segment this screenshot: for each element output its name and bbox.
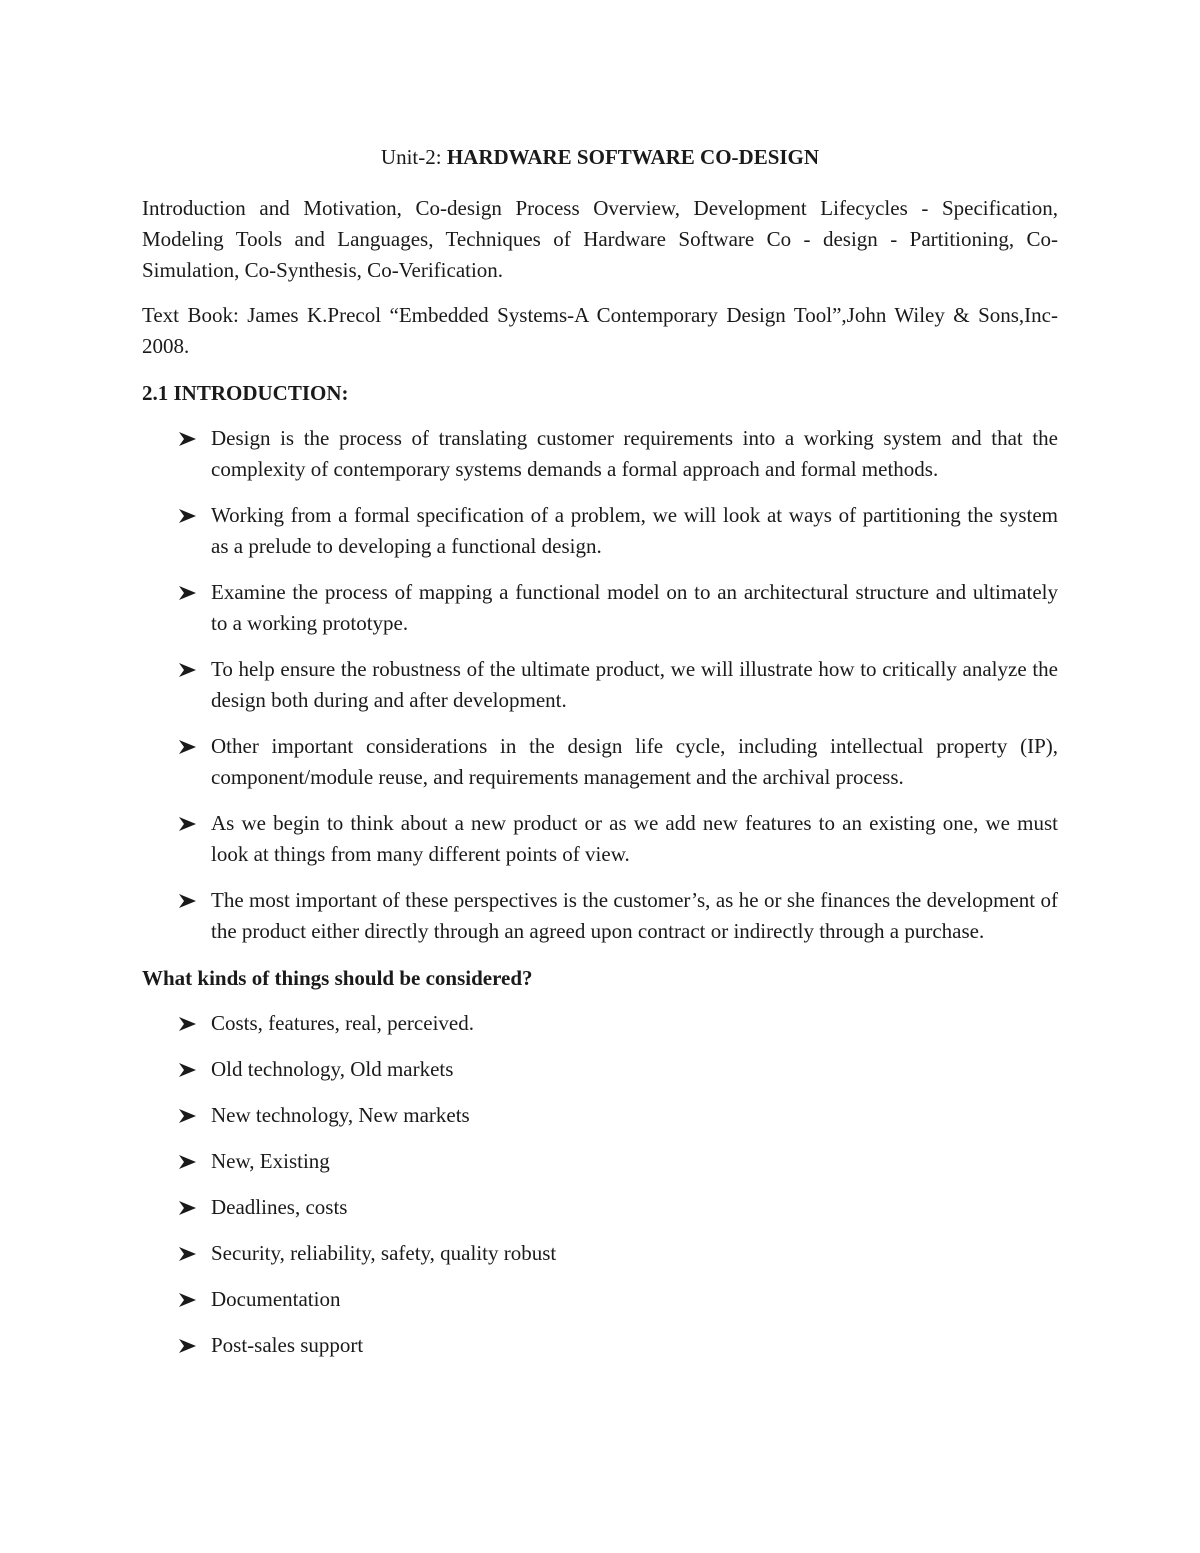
- arrowhead-bullet-icon: [177, 577, 199, 608]
- arrowhead-bullet-icon: [177, 1100, 199, 1131]
- consider-bullet-list: [142, 1008, 1058, 1361]
- list-item-text: Other important considerations in the design life cycle, including intellectual property (IP), component/module reuse, and requirements management and the archival process.: [211, 734, 1058, 789]
- intro-bullet-list: [142, 423, 1058, 947]
- list-item: [142, 1192, 1058, 1223]
- arrowhead-bullet-icon: [177, 1054, 199, 1085]
- list-item-text: Working from a formal specification of a problem, we will look at ways of partitioning the system as a prelude to developing a functional design.: [211, 503, 1058, 558]
- list-item-text: As we begin to think about a new product or as we add new features to an existing one, we must look at things from many different points of view.: [211, 811, 1058, 866]
- list-item: [142, 423, 1058, 485]
- list-item: [142, 1008, 1058, 1039]
- arrowhead-bullet-icon: [177, 1330, 199, 1361]
- document-page: [142, 142, 1058, 1376]
- list-item: [142, 1146, 1058, 1177]
- title-prefix: Unit-2:: [380, 145, 447, 169]
- list-item-text: Security, reliability, safety, quality robust: [211, 1241, 557, 1265]
- arrowhead-bullet-icon: [177, 808, 199, 839]
- list-item-text: Design is the process of translating customer requirements into a working system and that the complexity of contemporary systems demands a formal approach and formal methods.: [211, 426, 1058, 481]
- arrowhead-bullet-icon: [177, 1238, 199, 1269]
- arrowhead-bullet-icon: [177, 1284, 199, 1315]
- list-item: [142, 731, 1058, 793]
- list-item-text: To help ensure the robustness of the ultimate product, we will illustrate how to critically analyze the design both during and after development.: [211, 657, 1058, 712]
- list-item-text: Documentation: [211, 1287, 341, 1311]
- list-item-text: Costs, features, real, perceived.: [211, 1011, 474, 1035]
- textbook-paragraph: Text Book: James K.Precol “Embedded Systems-A Contemporary Design Tool”,John Wiley & Sons,Inc-2008.: [142, 303, 1058, 358]
- syllabus-paragraph: Introduction and Motivation, Co-design Process Overview, Development Lifecycles - Specification, Modeling Tools and Languages, Techniques of Hardware Software Co - design - Partitioning, Co-Simulation, Co-Synthesis, Co-Verification.: [142, 196, 1058, 282]
- list-item: [142, 1330, 1058, 1361]
- arrowhead-bullet-icon: [177, 423, 199, 454]
- list-item-text: Deadlines, costs: [211, 1195, 348, 1219]
- list-item-text: The most important of these perspectives is the customer’s, as he or she finances the development of the product either directly through an agreed upon contract or indirectly through a purchase.: [211, 888, 1058, 943]
- list-item: [142, 577, 1058, 639]
- arrowhead-bullet-icon: [177, 885, 199, 916]
- section-heading: 2.1 INTRODUCTION:: [142, 381, 349, 405]
- title-main: HARDWARE SOFTWARE CO-DESIGN: [446, 145, 820, 169]
- list-item-text: Post-sales support: [211, 1333, 364, 1357]
- list-item: [142, 808, 1058, 870]
- list-item: [142, 654, 1058, 716]
- page-title: [142, 142, 1058, 173]
- list-item: [142, 1100, 1058, 1131]
- list-item: [142, 885, 1058, 947]
- arrowhead-bullet-icon: [177, 500, 199, 531]
- list-item: [142, 1284, 1058, 1315]
- list-item: [142, 1054, 1058, 1085]
- list-item-text: New technology, New markets: [211, 1103, 470, 1127]
- list-item-text: Old technology, Old markets: [211, 1057, 454, 1081]
- list-item-text: Examine the process of mapping a functional model on to an architectural structure and ultimately to a working prototype.: [211, 580, 1058, 635]
- question-heading: What kinds of things should be considered?: [142, 966, 533, 990]
- list-item: [142, 500, 1058, 562]
- arrowhead-bullet-icon: [177, 731, 199, 762]
- list-item-text: New, Existing: [211, 1149, 330, 1173]
- arrowhead-bullet-icon: [177, 654, 199, 685]
- arrowhead-bullet-icon: [177, 1192, 199, 1223]
- arrowhead-bullet-icon: [177, 1146, 199, 1177]
- arrowhead-bullet-icon: [177, 1008, 199, 1039]
- list-item: [142, 1238, 1058, 1269]
